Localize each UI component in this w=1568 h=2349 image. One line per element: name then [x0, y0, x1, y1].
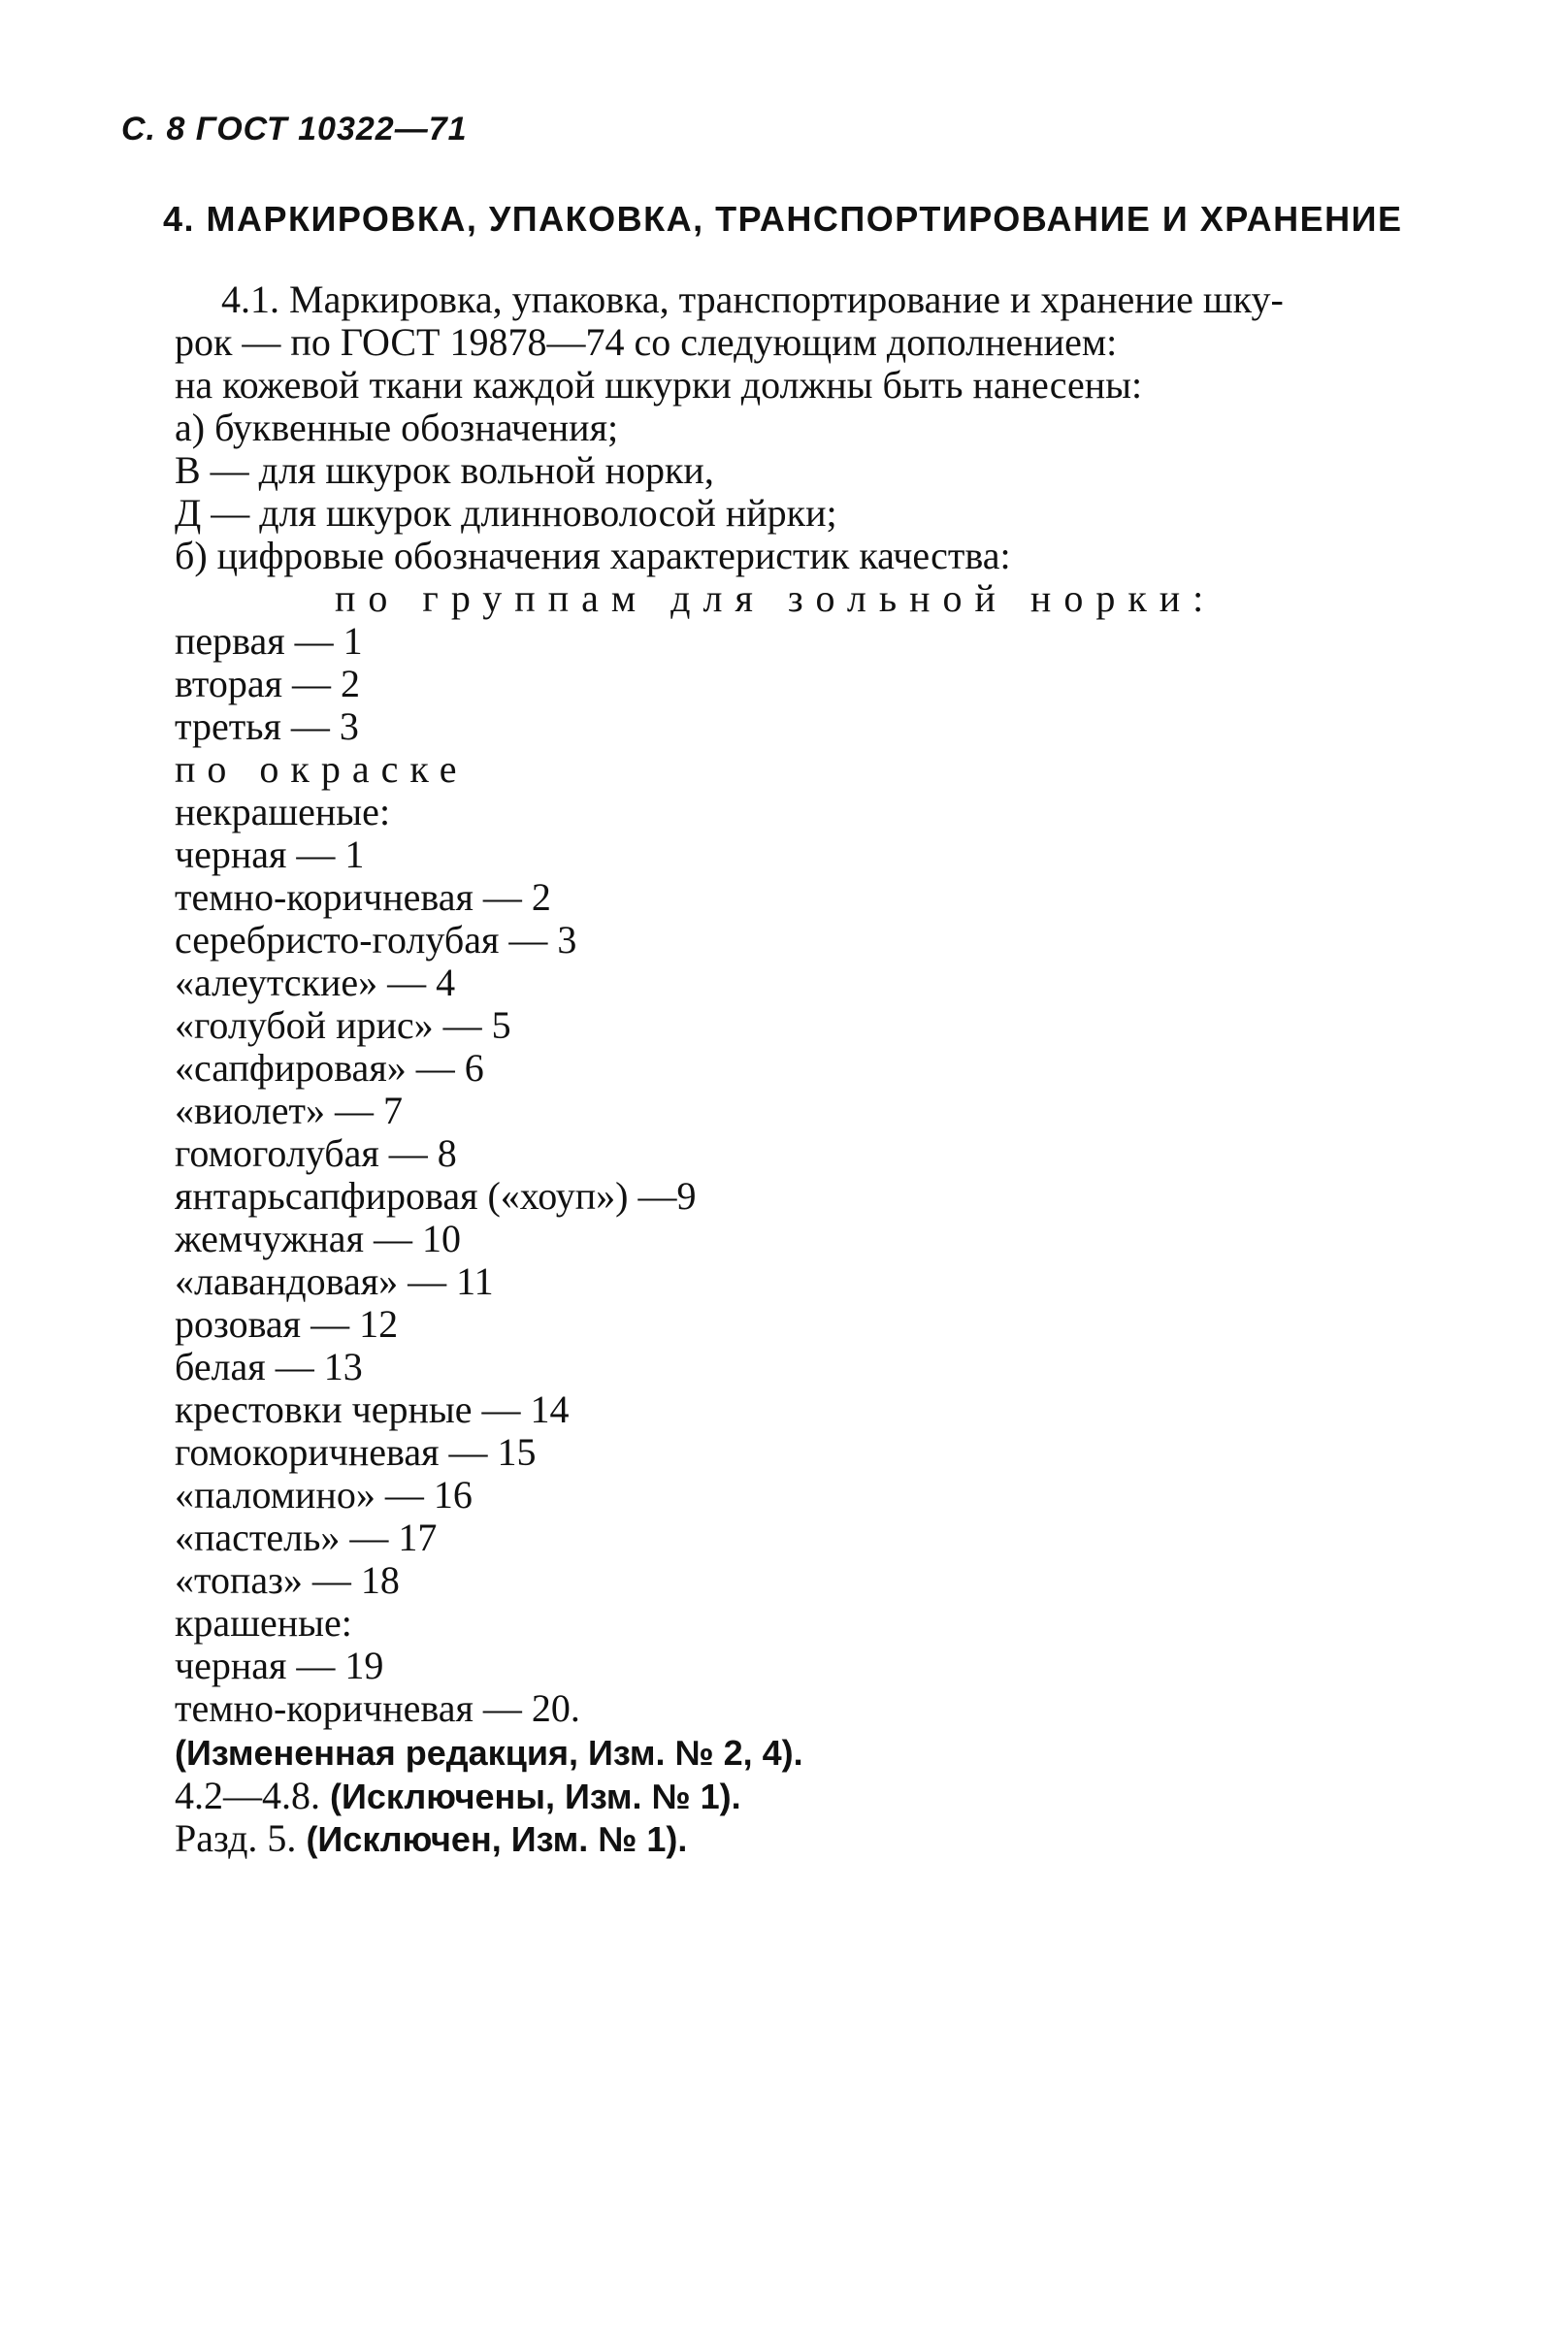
exclusion-note: [175, 1817, 687, 1861]
list-item: Д — для шкурок длинноволосой нйрки;: [175, 491, 837, 535]
list-item: «алеутские» — 4: [175, 961, 456, 1004]
exclusion-prefix: Разд. 5.: [175, 1816, 307, 1860]
list-item: б) цифровые обозначения характеристик качества:: [175, 534, 1011, 577]
list-item: «виолет» — 7: [175, 1089, 403, 1132]
subheading: по окраске: [175, 747, 469, 791]
section-heading: 4. МАРКИРОВКА, УПАКОВКА, ТРАНСПОРТИРОВАНИЕ И ХРАНЕНИЕ: [163, 199, 1403, 239]
list-item: гомоголубая — 8: [175, 1131, 457, 1175]
exclusion-prefix: 4.2—4.8.: [175, 1774, 330, 1817]
paragraph-line: на кожевой ткани каждой шкурки должны быть нанесены:: [175, 363, 1143, 407]
list-item: розовая — 12: [175, 1302, 399, 1346]
list-item: «сапфировая» — 6: [175, 1046, 484, 1090]
list-item: темно-коричневая — 2: [175, 875, 551, 919]
paragraph-line: рок — по ГОСТ 19878—74 со следующим дополнением:: [175, 320, 1118, 364]
list-item: серебристо-голубая — 3: [175, 918, 577, 962]
list-item: белая — 13: [175, 1345, 363, 1388]
list-item: первая — 1: [175, 619, 363, 663]
list-item: черная — 1: [175, 832, 365, 876]
list-label: некрашеные:: [175, 790, 391, 833]
list-item: янтарьсапфировая («хоуп») —9: [175, 1174, 697, 1218]
list-item: «топаз» — 18: [175, 1558, 400, 1602]
list-item: вторая — 2: [175, 662, 360, 705]
list-item: «голубой ирис» — 5: [175, 1003, 511, 1047]
list-item: третья — 3: [175, 704, 359, 748]
list-item: крестовки черные — 14: [175, 1387, 570, 1431]
list-item: жемчужная — 10: [175, 1217, 461, 1260]
exclusion-note: [175, 1775, 741, 1818]
running-head: С. 8 ГОСТ 10322—71: [121, 111, 468, 147]
list-item: гомокоричневая — 15: [175, 1430, 537, 1474]
list-item: «пастель» — 17: [175, 1516, 438, 1559]
list-label: крашеные:: [175, 1601, 352, 1645]
exclusion-text: (Исключен, Изм. № 1).: [306, 1819, 688, 1859]
list-item: темно-коричневая — 20.: [175, 1686, 580, 1730]
paragraph-line: 4.1. Маркировка, упаковка, транспортирование и хранение шку-: [221, 277, 1284, 321]
list-item: «паломино» — 16: [175, 1473, 473, 1517]
list-item: черная — 19: [175, 1644, 384, 1687]
list-item: В — для шкурок вольной норки,: [175, 448, 714, 492]
list-item: «лавандовая» — 11: [175, 1259, 494, 1303]
amendment-note: (Измененная редакция, Изм. № 2, 4).: [175, 1733, 803, 1773]
exclusion-text: (Исключены, Изм. № 1).: [330, 1777, 741, 1816]
list-item: а) буквенные обозначения;: [175, 406, 619, 449]
subheading: по группам для зольной норки:: [335, 576, 1217, 620]
